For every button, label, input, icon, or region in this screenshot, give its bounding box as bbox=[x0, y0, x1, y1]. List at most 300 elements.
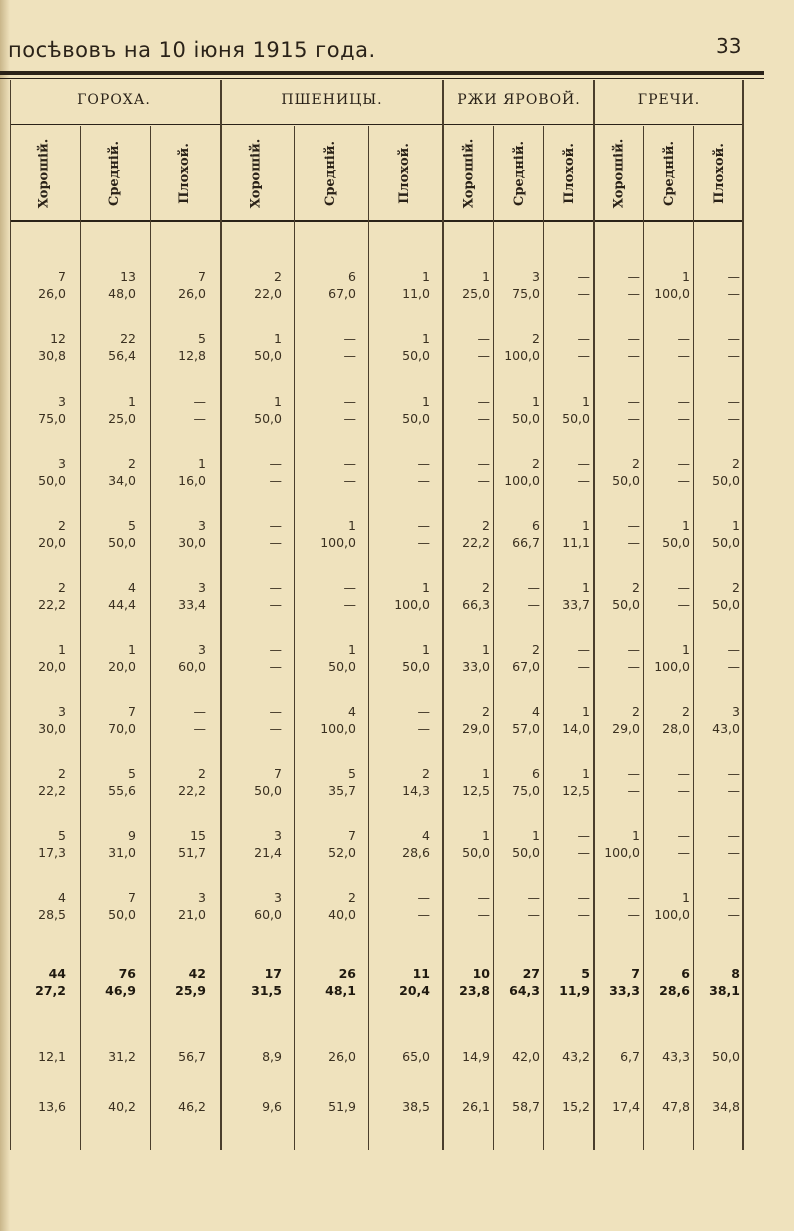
table-cell bbox=[368, 393, 430, 427]
cell-count: 7 bbox=[58, 269, 66, 284]
cell-count: 4 bbox=[58, 890, 66, 905]
table-cell bbox=[294, 579, 356, 613]
cell-percent: 12,8 bbox=[178, 348, 206, 363]
cell-count: 1 bbox=[532, 828, 540, 843]
cell-count: — bbox=[269, 704, 282, 719]
table-cell bbox=[678, 1090, 740, 1124]
col-head-buckwheat-good: Хорошій. bbox=[611, 138, 627, 208]
cell-percent: 30,0 bbox=[178, 535, 206, 550]
cell-percent: 50,0 bbox=[612, 597, 640, 612]
cell-count: 1 bbox=[682, 518, 690, 533]
cell-count: 1 bbox=[482, 642, 490, 657]
cell-percent: 50,0 bbox=[38, 473, 66, 488]
col-head-buckwheat-poor: Плохой. bbox=[711, 142, 727, 204]
cell-count: — bbox=[577, 642, 590, 657]
cell-count: 9 bbox=[128, 828, 136, 843]
cell-count: 1 bbox=[128, 394, 136, 409]
table-cell bbox=[220, 965, 282, 999]
cell-count: 5 bbox=[128, 766, 136, 781]
cell-percent: — bbox=[727, 659, 740, 674]
cell-percent: — bbox=[417, 473, 430, 488]
cell-percent: — bbox=[343, 473, 356, 488]
col-head-wheat-good: Хорошій. bbox=[248, 138, 264, 208]
cell-count: 1 bbox=[582, 394, 590, 409]
cell-count: 2 bbox=[632, 704, 640, 719]
cell-count: 3 bbox=[198, 580, 206, 595]
table-cell bbox=[678, 517, 740, 551]
cell-percent: 100,0 bbox=[394, 597, 430, 612]
cell-percent: 55,6 bbox=[108, 783, 136, 798]
cell-percent: 56,4 bbox=[108, 348, 136, 363]
cell-percent: 50,0 bbox=[108, 535, 136, 550]
group-label-buckwheat: ГРЕЧИ. bbox=[637, 92, 701, 108]
cell-count: 13 bbox=[120, 269, 136, 284]
cell-percent: — bbox=[577, 473, 590, 488]
cell-count: 51,9 bbox=[328, 1099, 356, 1114]
cell-count: 3 bbox=[274, 890, 282, 905]
cell-percent: 26,0 bbox=[38, 286, 66, 301]
cell-percent: — bbox=[417, 907, 430, 922]
cell-count: 26,0 bbox=[328, 1049, 356, 1064]
cell-percent: 28,6 bbox=[402, 845, 430, 860]
cell-count: 6 bbox=[532, 766, 540, 781]
cell-percent: 25,0 bbox=[462, 286, 490, 301]
table-cell bbox=[74, 703, 136, 737]
table-cell bbox=[144, 889, 206, 923]
cell-count: — bbox=[677, 456, 690, 471]
cell-percent: 26,0 bbox=[178, 286, 206, 301]
cell-count: 43,3 bbox=[662, 1049, 690, 1064]
cell-count: 27 bbox=[522, 966, 540, 981]
cell-percent: 40,0 bbox=[328, 907, 356, 922]
cell-percent: 50,0 bbox=[254, 411, 282, 426]
cell-count: 40,2 bbox=[108, 1099, 136, 1114]
table-cell bbox=[74, 965, 136, 999]
table-cell bbox=[368, 765, 430, 799]
cell-percent: 57,0 bbox=[512, 721, 540, 736]
cell-count: 7 bbox=[348, 828, 356, 843]
cell-percent: 100,0 bbox=[654, 659, 690, 674]
cell-count: 2 bbox=[532, 331, 540, 346]
cell-percent: 30,0 bbox=[38, 721, 66, 736]
cell-percent: 66,7 bbox=[512, 535, 540, 550]
cell-count: — bbox=[677, 580, 690, 595]
cell-percent: — bbox=[677, 473, 690, 488]
cell-count: — bbox=[477, 331, 490, 346]
cell-count: 11 bbox=[412, 966, 430, 981]
table-cell bbox=[74, 579, 136, 613]
page-number: 33 bbox=[716, 34, 742, 58]
cell-count: 6,7 bbox=[620, 1049, 640, 1064]
table-cell bbox=[4, 393, 66, 427]
cell-percent: 20,0 bbox=[38, 535, 66, 550]
cell-percent: — bbox=[627, 659, 640, 674]
page-header-title: посѣвовъ на 10 іюня 1915 года. bbox=[8, 38, 376, 62]
cell-count: 17,4 bbox=[612, 1099, 640, 1114]
cell-percent: 11,0 bbox=[402, 286, 430, 301]
table-cell bbox=[74, 455, 136, 489]
cell-percent: 28,0 bbox=[662, 721, 690, 736]
cell-count: 17 bbox=[264, 966, 282, 981]
cell-percent: — bbox=[343, 348, 356, 363]
cell-count: 1 bbox=[482, 766, 490, 781]
table-cell bbox=[74, 1090, 136, 1124]
cell-percent: 25,0 bbox=[108, 411, 136, 426]
cell-count: 47,8 bbox=[662, 1099, 690, 1114]
cell-percent: 50,0 bbox=[712, 473, 740, 488]
cell-count: — bbox=[577, 890, 590, 905]
cell-percent: 50,0 bbox=[712, 597, 740, 612]
cell-percent: 16,0 bbox=[178, 473, 206, 488]
cell-count: 5 bbox=[348, 766, 356, 781]
cell-count: 1 bbox=[198, 456, 206, 471]
table-cell bbox=[74, 1040, 136, 1074]
cell-count: 1 bbox=[274, 394, 282, 409]
table-cell bbox=[144, 330, 206, 364]
cell-count: — bbox=[727, 890, 740, 905]
cell-count: — bbox=[627, 269, 640, 284]
cell-count: 43,2 bbox=[562, 1049, 590, 1064]
cell-count: 5 bbox=[58, 828, 66, 843]
cell-percent: — bbox=[417, 721, 430, 736]
cell-count: — bbox=[727, 828, 740, 843]
cell-percent: — bbox=[727, 348, 740, 363]
table-cell bbox=[144, 765, 206, 799]
cell-count: — bbox=[577, 331, 590, 346]
table-cell bbox=[144, 1040, 206, 1074]
cell-count: 5 bbox=[198, 331, 206, 346]
cell-count: — bbox=[577, 456, 590, 471]
cell-percent: 48,0 bbox=[108, 286, 136, 301]
cell-percent: 60,0 bbox=[254, 907, 282, 922]
cell-percent: — bbox=[627, 535, 640, 550]
cell-count: 15 bbox=[190, 828, 206, 843]
cell-count: 2 bbox=[58, 518, 66, 533]
cell-count: 3 bbox=[532, 269, 540, 284]
cell-percent: — bbox=[627, 286, 640, 301]
cell-percent: 70,0 bbox=[108, 721, 136, 736]
table-cell bbox=[678, 827, 740, 861]
col-head-rye-poor: Плохой. bbox=[561, 142, 577, 204]
cell-percent: 50,0 bbox=[254, 783, 282, 798]
table-cell bbox=[220, 703, 282, 737]
cell-count: 2 bbox=[482, 704, 490, 719]
cell-count: 1 bbox=[582, 766, 590, 781]
cell-percent: 33,0 bbox=[462, 659, 490, 674]
cell-count: 6 bbox=[532, 518, 540, 533]
cell-count: 1 bbox=[128, 642, 136, 657]
cell-count: 58,7 bbox=[512, 1099, 540, 1114]
cell-count: 2 bbox=[632, 580, 640, 595]
cell-count: 3 bbox=[198, 890, 206, 905]
table-cell bbox=[220, 827, 282, 861]
table-cell bbox=[294, 1090, 356, 1124]
table-cell bbox=[368, 889, 430, 923]
cell-percent: — bbox=[477, 411, 490, 426]
cell-count: 1 bbox=[682, 269, 690, 284]
cell-percent: 20,0 bbox=[38, 659, 66, 674]
table-cell bbox=[4, 268, 66, 302]
table-cell bbox=[144, 393, 206, 427]
cell-percent: 67,0 bbox=[328, 286, 356, 301]
table-cell bbox=[368, 330, 430, 364]
table-cell bbox=[4, 827, 66, 861]
cell-percent: 50,0 bbox=[712, 535, 740, 550]
cell-count: — bbox=[343, 331, 356, 346]
cell-count: — bbox=[577, 828, 590, 843]
cell-count: — bbox=[627, 394, 640, 409]
cell-count: 2 bbox=[532, 642, 540, 657]
cell-count: — bbox=[727, 269, 740, 284]
table-cell bbox=[294, 393, 356, 427]
cell-percent: 50,0 bbox=[562, 411, 590, 426]
cell-percent: — bbox=[677, 783, 690, 798]
cell-percent: 12,5 bbox=[562, 783, 590, 798]
table-cell bbox=[4, 765, 66, 799]
cell-percent: 50,0 bbox=[328, 659, 356, 674]
cell-percent: 50,0 bbox=[254, 348, 282, 363]
group-label-peas: ГОРОХА. bbox=[77, 92, 151, 108]
cell-count: 9,6 bbox=[262, 1099, 282, 1114]
cell-count: 6 bbox=[681, 966, 690, 981]
cell-percent: 14,3 bbox=[402, 783, 430, 798]
cell-percent: 22,2 bbox=[178, 783, 206, 798]
cell-percent: 34,0 bbox=[108, 473, 136, 488]
table-cell bbox=[144, 455, 206, 489]
cell-count: — bbox=[269, 518, 282, 533]
table-cell bbox=[74, 393, 136, 427]
cell-count: 1 bbox=[582, 580, 590, 595]
cell-percent: — bbox=[727, 286, 740, 301]
cell-count: 3 bbox=[58, 456, 66, 471]
cell-count: 1 bbox=[422, 269, 430, 284]
cell-count: 1 bbox=[58, 642, 66, 657]
cell-count: 38,5 bbox=[402, 1099, 430, 1114]
top-rule-thin bbox=[0, 78, 764, 79]
cell-count: 7 bbox=[631, 966, 640, 981]
cell-percent: 23,8 bbox=[459, 983, 490, 998]
cell-percent: 29,0 bbox=[612, 721, 640, 736]
table-cell bbox=[4, 330, 66, 364]
cell-count: 2 bbox=[58, 766, 66, 781]
cell-count: 1 bbox=[482, 269, 490, 284]
cell-count: — bbox=[417, 518, 430, 533]
cell-percent: — bbox=[193, 411, 206, 426]
cell-count: 22 bbox=[120, 331, 136, 346]
cell-percent: 100,0 bbox=[504, 473, 540, 488]
cell-count: 2 bbox=[682, 704, 690, 719]
cell-count: 26 bbox=[338, 966, 356, 981]
table-cell bbox=[74, 268, 136, 302]
cell-percent: — bbox=[477, 348, 490, 363]
table-cell bbox=[74, 765, 136, 799]
cell-count: — bbox=[677, 828, 690, 843]
cell-count: 56,7 bbox=[178, 1049, 206, 1064]
cell-percent: 25,9 bbox=[175, 983, 206, 998]
cell-count: 3 bbox=[198, 518, 206, 533]
cell-percent: 75,0 bbox=[38, 411, 66, 426]
cell-count: 7 bbox=[128, 890, 136, 905]
cell-percent: — bbox=[417, 535, 430, 550]
cell-percent: 33,7 bbox=[562, 597, 590, 612]
cell-count: 2 bbox=[422, 766, 430, 781]
cell-percent: 50,0 bbox=[662, 535, 690, 550]
cell-count: — bbox=[527, 890, 540, 905]
cell-count: 2 bbox=[732, 456, 740, 471]
cell-count: 5 bbox=[128, 518, 136, 533]
cell-percent: 22,0 bbox=[254, 286, 282, 301]
cell-percent: 67,0 bbox=[512, 659, 540, 674]
cell-percent: 22,2 bbox=[462, 535, 490, 550]
cell-percent: — bbox=[727, 907, 740, 922]
table-cell bbox=[4, 579, 66, 613]
table-cell bbox=[220, 641, 282, 675]
table-cell bbox=[294, 268, 356, 302]
cell-count: — bbox=[677, 331, 690, 346]
table-cell bbox=[678, 393, 740, 427]
cell-percent: 60,0 bbox=[178, 659, 206, 674]
cell-percent: 17,3 bbox=[38, 845, 66, 860]
cell-count: 65,0 bbox=[402, 1049, 430, 1064]
table-cell bbox=[678, 268, 740, 302]
cell-percent: — bbox=[477, 907, 490, 922]
cell-percent: — bbox=[269, 721, 282, 736]
cell-count: 1 bbox=[582, 518, 590, 533]
cell-count: 2 bbox=[198, 766, 206, 781]
cell-percent: 50,0 bbox=[462, 845, 490, 860]
cell-percent: — bbox=[627, 348, 640, 363]
table-cell bbox=[678, 641, 740, 675]
table-cell bbox=[678, 703, 740, 737]
col-head-peas-good: Хорошій. bbox=[36, 138, 52, 208]
cell-count: 8,9 bbox=[262, 1049, 282, 1064]
cell-count: 26,1 bbox=[462, 1099, 490, 1114]
table-cell bbox=[368, 1040, 430, 1074]
cell-percent: 50,0 bbox=[512, 845, 540, 860]
cell-count: — bbox=[477, 394, 490, 409]
cell-percent: — bbox=[527, 597, 540, 612]
cell-percent: — bbox=[677, 845, 690, 860]
cell-count: 2 bbox=[732, 580, 740, 595]
cell-percent: 75,0 bbox=[512, 783, 540, 798]
cell-count: 3 bbox=[198, 642, 206, 657]
cell-count: 3 bbox=[58, 394, 66, 409]
col-head-buckwheat-average: Средній. bbox=[661, 140, 677, 206]
cell-percent: 66,3 bbox=[462, 597, 490, 612]
group-label-rule bbox=[10, 124, 742, 125]
cell-percent: 35,7 bbox=[328, 783, 356, 798]
cell-percent: 21,4 bbox=[254, 845, 282, 860]
cell-percent: — bbox=[577, 348, 590, 363]
cell-count: — bbox=[727, 394, 740, 409]
cell-count: 15,2 bbox=[562, 1099, 590, 1114]
table-cell bbox=[4, 889, 66, 923]
cell-count: — bbox=[677, 394, 690, 409]
cell-count: 46,2 bbox=[178, 1099, 206, 1114]
table-cell bbox=[368, 641, 430, 675]
cell-count: 3 bbox=[732, 704, 740, 719]
cell-count: — bbox=[343, 456, 356, 471]
cell-count: 1 bbox=[348, 642, 356, 657]
cell-percent: 14,0 bbox=[562, 721, 590, 736]
cell-count: 1 bbox=[732, 518, 740, 533]
cell-percent: — bbox=[269, 659, 282, 674]
cell-percent: — bbox=[269, 473, 282, 488]
cell-percent: 50,0 bbox=[612, 473, 640, 488]
table-cell bbox=[368, 827, 430, 861]
table-cell bbox=[368, 1090, 430, 1124]
cell-percent: 44,4 bbox=[108, 597, 136, 612]
table-cell bbox=[220, 579, 282, 613]
table-cell bbox=[220, 330, 282, 364]
cell-count: — bbox=[727, 331, 740, 346]
table-cell bbox=[4, 517, 66, 551]
cell-count: 2 bbox=[348, 890, 356, 905]
table-cell bbox=[294, 330, 356, 364]
cell-percent: 75,0 bbox=[512, 286, 540, 301]
table-cell bbox=[144, 268, 206, 302]
cell-count: — bbox=[343, 580, 356, 595]
col-head-peas-poor: Плохой. bbox=[176, 142, 192, 204]
cell-percent: 20,0 bbox=[108, 659, 136, 674]
cell-percent: 33,3 bbox=[609, 983, 640, 998]
top-rule bbox=[0, 71, 764, 75]
cell-count: 1 bbox=[532, 394, 540, 409]
table-cell bbox=[220, 1090, 282, 1124]
cell-count: 44 bbox=[48, 966, 66, 981]
cell-count: 1 bbox=[582, 704, 590, 719]
cell-percent: 48,1 bbox=[325, 983, 356, 998]
cell-count: 1 bbox=[682, 890, 690, 905]
table-cell bbox=[368, 455, 430, 489]
table-cell bbox=[4, 1090, 66, 1124]
table-cell bbox=[144, 1090, 206, 1124]
table-cell bbox=[220, 765, 282, 799]
cell-percent: — bbox=[477, 473, 490, 488]
table-cell bbox=[144, 579, 206, 613]
table-cell bbox=[74, 330, 136, 364]
cell-count: — bbox=[527, 580, 540, 595]
cell-count: — bbox=[727, 642, 740, 657]
cell-count: 42 bbox=[188, 966, 206, 981]
table-cell bbox=[74, 827, 136, 861]
table-cell bbox=[220, 268, 282, 302]
col-head-wheat-poor: Плохой. bbox=[396, 142, 412, 204]
cell-percent: — bbox=[627, 411, 640, 426]
cell-count: — bbox=[193, 704, 206, 719]
cell-count: 2 bbox=[482, 580, 490, 595]
cell-count: 2 bbox=[58, 580, 66, 595]
cell-percent: — bbox=[577, 907, 590, 922]
cell-percent: 29,0 bbox=[462, 721, 490, 736]
cell-percent: — bbox=[343, 411, 356, 426]
table-cell bbox=[4, 455, 66, 489]
cell-percent: 11,1 bbox=[562, 535, 590, 550]
table-cell bbox=[368, 703, 430, 737]
cell-count: 12 bbox=[50, 331, 66, 346]
cell-count: 2 bbox=[632, 456, 640, 471]
table-cell bbox=[144, 517, 206, 551]
cell-percent: 50,0 bbox=[108, 907, 136, 922]
table-cell bbox=[678, 889, 740, 923]
cell-percent: 21,0 bbox=[178, 907, 206, 922]
table-cell bbox=[678, 330, 740, 364]
cell-count: 1 bbox=[348, 518, 356, 533]
table-cell bbox=[74, 517, 136, 551]
cell-count: 4 bbox=[532, 704, 540, 719]
cell-percent: 31,5 bbox=[251, 983, 282, 998]
cell-percent: 28,5 bbox=[38, 907, 66, 922]
